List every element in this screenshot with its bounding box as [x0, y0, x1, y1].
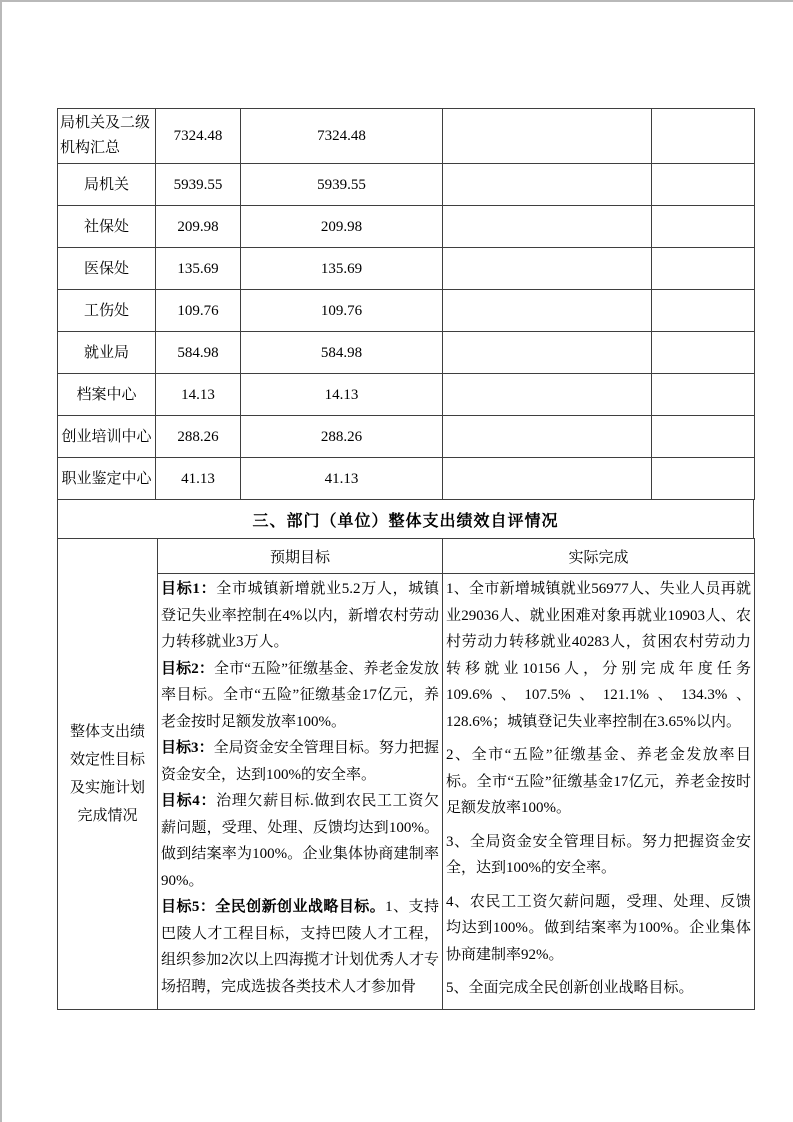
table-row [58, 206, 755, 248]
amount-cell: 209.98 [241, 206, 443, 248]
goal-text: 治理欠薪目标.做到农民工工资欠薪问题，受理、处理、反馈均达到100%。做到结案率为100%。企业集体协商建制率90%。 [161, 793, 439, 889]
empty-cell [443, 290, 652, 332]
amount-cell: 109.76 [156, 290, 241, 332]
section-heading: 三、部门（单位）整体支出绩效自评情况 [57, 499, 754, 539]
table-row [58, 416, 755, 458]
amount-cell: 5939.55 [156, 164, 241, 206]
result-paragraph: 5、全面完成全民创新创业战略目标。 [446, 980, 694, 996]
unit-name: 工伤处 [58, 290, 156, 332]
amount-cell: 7324.48 [241, 109, 443, 164]
expenditure-summary-table [57, 108, 755, 500]
goal-label: 目标5：全民创新创业战略目标。 [161, 899, 386, 915]
column-header-actual: 实际完成 [443, 539, 755, 574]
goal-label: 目标2： [161, 660, 214, 677]
amount-cell: 7324.48 [156, 109, 241, 164]
amount-cell: 41.13 [156, 458, 241, 500]
amount-cell: 135.69 [241, 248, 443, 290]
empty-cell [443, 206, 652, 248]
unit-name: 创业培训中心 [58, 416, 156, 458]
amount-cell: 14.13 [241, 374, 443, 416]
header-row [58, 539, 755, 574]
goal-paragraph [161, 788, 439, 894]
result-paragraph: 2、全市“五险”征缴基金、养老金发放率目标。全市“五险”征缴基金17亿元，养老金按时足额发放率100%。 [446, 747, 751, 816]
body-row [58, 574, 755, 1010]
goal-text: 全局资金安全管理目标。努力把握资金安全，达到100%的安全率。 [161, 740, 439, 783]
goal-label: 目标3： [161, 740, 214, 756]
amount-cell: 135.69 [156, 248, 241, 290]
result-paragraph: 3、全局资金安全管理目标。努力把握资金安全，达到100%的安全率。 [446, 833, 751, 876]
actual-results-cell [443, 574, 755, 1010]
unit-name: 局机关 [58, 164, 156, 206]
goal-paragraph [161, 894, 439, 1000]
column-header-expected: 预期目标 [158, 539, 443, 574]
amount-cell: 288.26 [156, 416, 241, 458]
empty-cell [652, 458, 755, 500]
unit-name: 职业鉴定中心 [58, 458, 156, 500]
amount-cell: 5939.55 [241, 164, 443, 206]
goal-paragraph [161, 735, 439, 788]
amount-cell: 109.76 [241, 290, 443, 332]
unit-name: 社保处 [58, 206, 156, 248]
unit-name: 局机关及二级机构汇总 [58, 109, 156, 164]
empty-cell [652, 374, 755, 416]
empty-cell [443, 109, 652, 164]
table-row [58, 164, 755, 206]
amount-cell: 584.98 [241, 332, 443, 374]
empty-cell [652, 290, 755, 332]
empty-cell [443, 248, 652, 290]
empty-cell [443, 164, 652, 206]
goal-text: 全市“五险”征缴基金、养老金发放率目标。全市“五险”征缴基金17亿元，养老金按时足额发放率100%。 [161, 660, 439, 730]
table-row [58, 332, 755, 374]
unit-name: 医保处 [58, 248, 156, 290]
empty-cell [443, 374, 652, 416]
amount-cell: 288.26 [241, 416, 443, 458]
amount-cell: 209.98 [156, 206, 241, 248]
table-row [58, 458, 755, 500]
goal-label: 目标4： [161, 793, 217, 809]
empty-cell [443, 458, 652, 500]
result-paragraph: 4、农民工工资欠薪问题，受理、处理、反馈均达到100%。做到结案率为100%。企业集体协商建制率92%。 [446, 893, 751, 963]
empty-cell [652, 109, 755, 164]
empty-cell [652, 206, 755, 248]
goal-text: 1、支持巴陵人才工程目标，支持巴陵人才工程，组织参加2次以上四海揽才计划优秀人才专场招聘，完成选拔各类技术人才参加骨 [161, 899, 439, 995]
amount-cell: 584.98 [156, 332, 241, 374]
table-row [58, 109, 755, 164]
row-label-overall-performance: 整体支出绩效定性目标及实施计划完成情况 [58, 539, 158, 1010]
table-row [58, 374, 755, 416]
empty-cell [652, 416, 755, 458]
empty-cell [652, 164, 755, 206]
amount-cell: 41.13 [241, 458, 443, 500]
empty-cell [443, 332, 652, 374]
empty-cell [443, 416, 652, 458]
table-row [58, 248, 755, 290]
goal-text: 全市城镇新增就业5.2万人，城镇登记失业率控制在4%以内，新增农村劳动力转移就业3万人。 [161, 581, 439, 650]
unit-name: 就业局 [58, 332, 156, 374]
goal-paragraph [161, 656, 439, 736]
amount-cell: 14.13 [156, 374, 241, 416]
table-row [58, 290, 755, 332]
document-content [57, 108, 754, 1010]
expected-goals-cell [158, 574, 443, 1010]
unit-name: 档案中心 [58, 374, 156, 416]
performance-evaluation-table [57, 538, 755, 1010]
empty-cell [652, 332, 755, 374]
goal-label: 目标1： [161, 581, 217, 597]
empty-cell [652, 248, 755, 290]
result-paragraph: 1、全市新增城镇就业56977人、失业人员再就业29036人、就业困难对象再就业10903人、农村劳动力转移就业40283人，贫困农村劳动力转移就业10156人，分别完成年度任务109.6%、107.5%、121.1%、134.3%、128.6%；城镇登记失业率控制在3.65%以内。 [446, 581, 751, 730]
goal-paragraph [161, 576, 439, 656]
